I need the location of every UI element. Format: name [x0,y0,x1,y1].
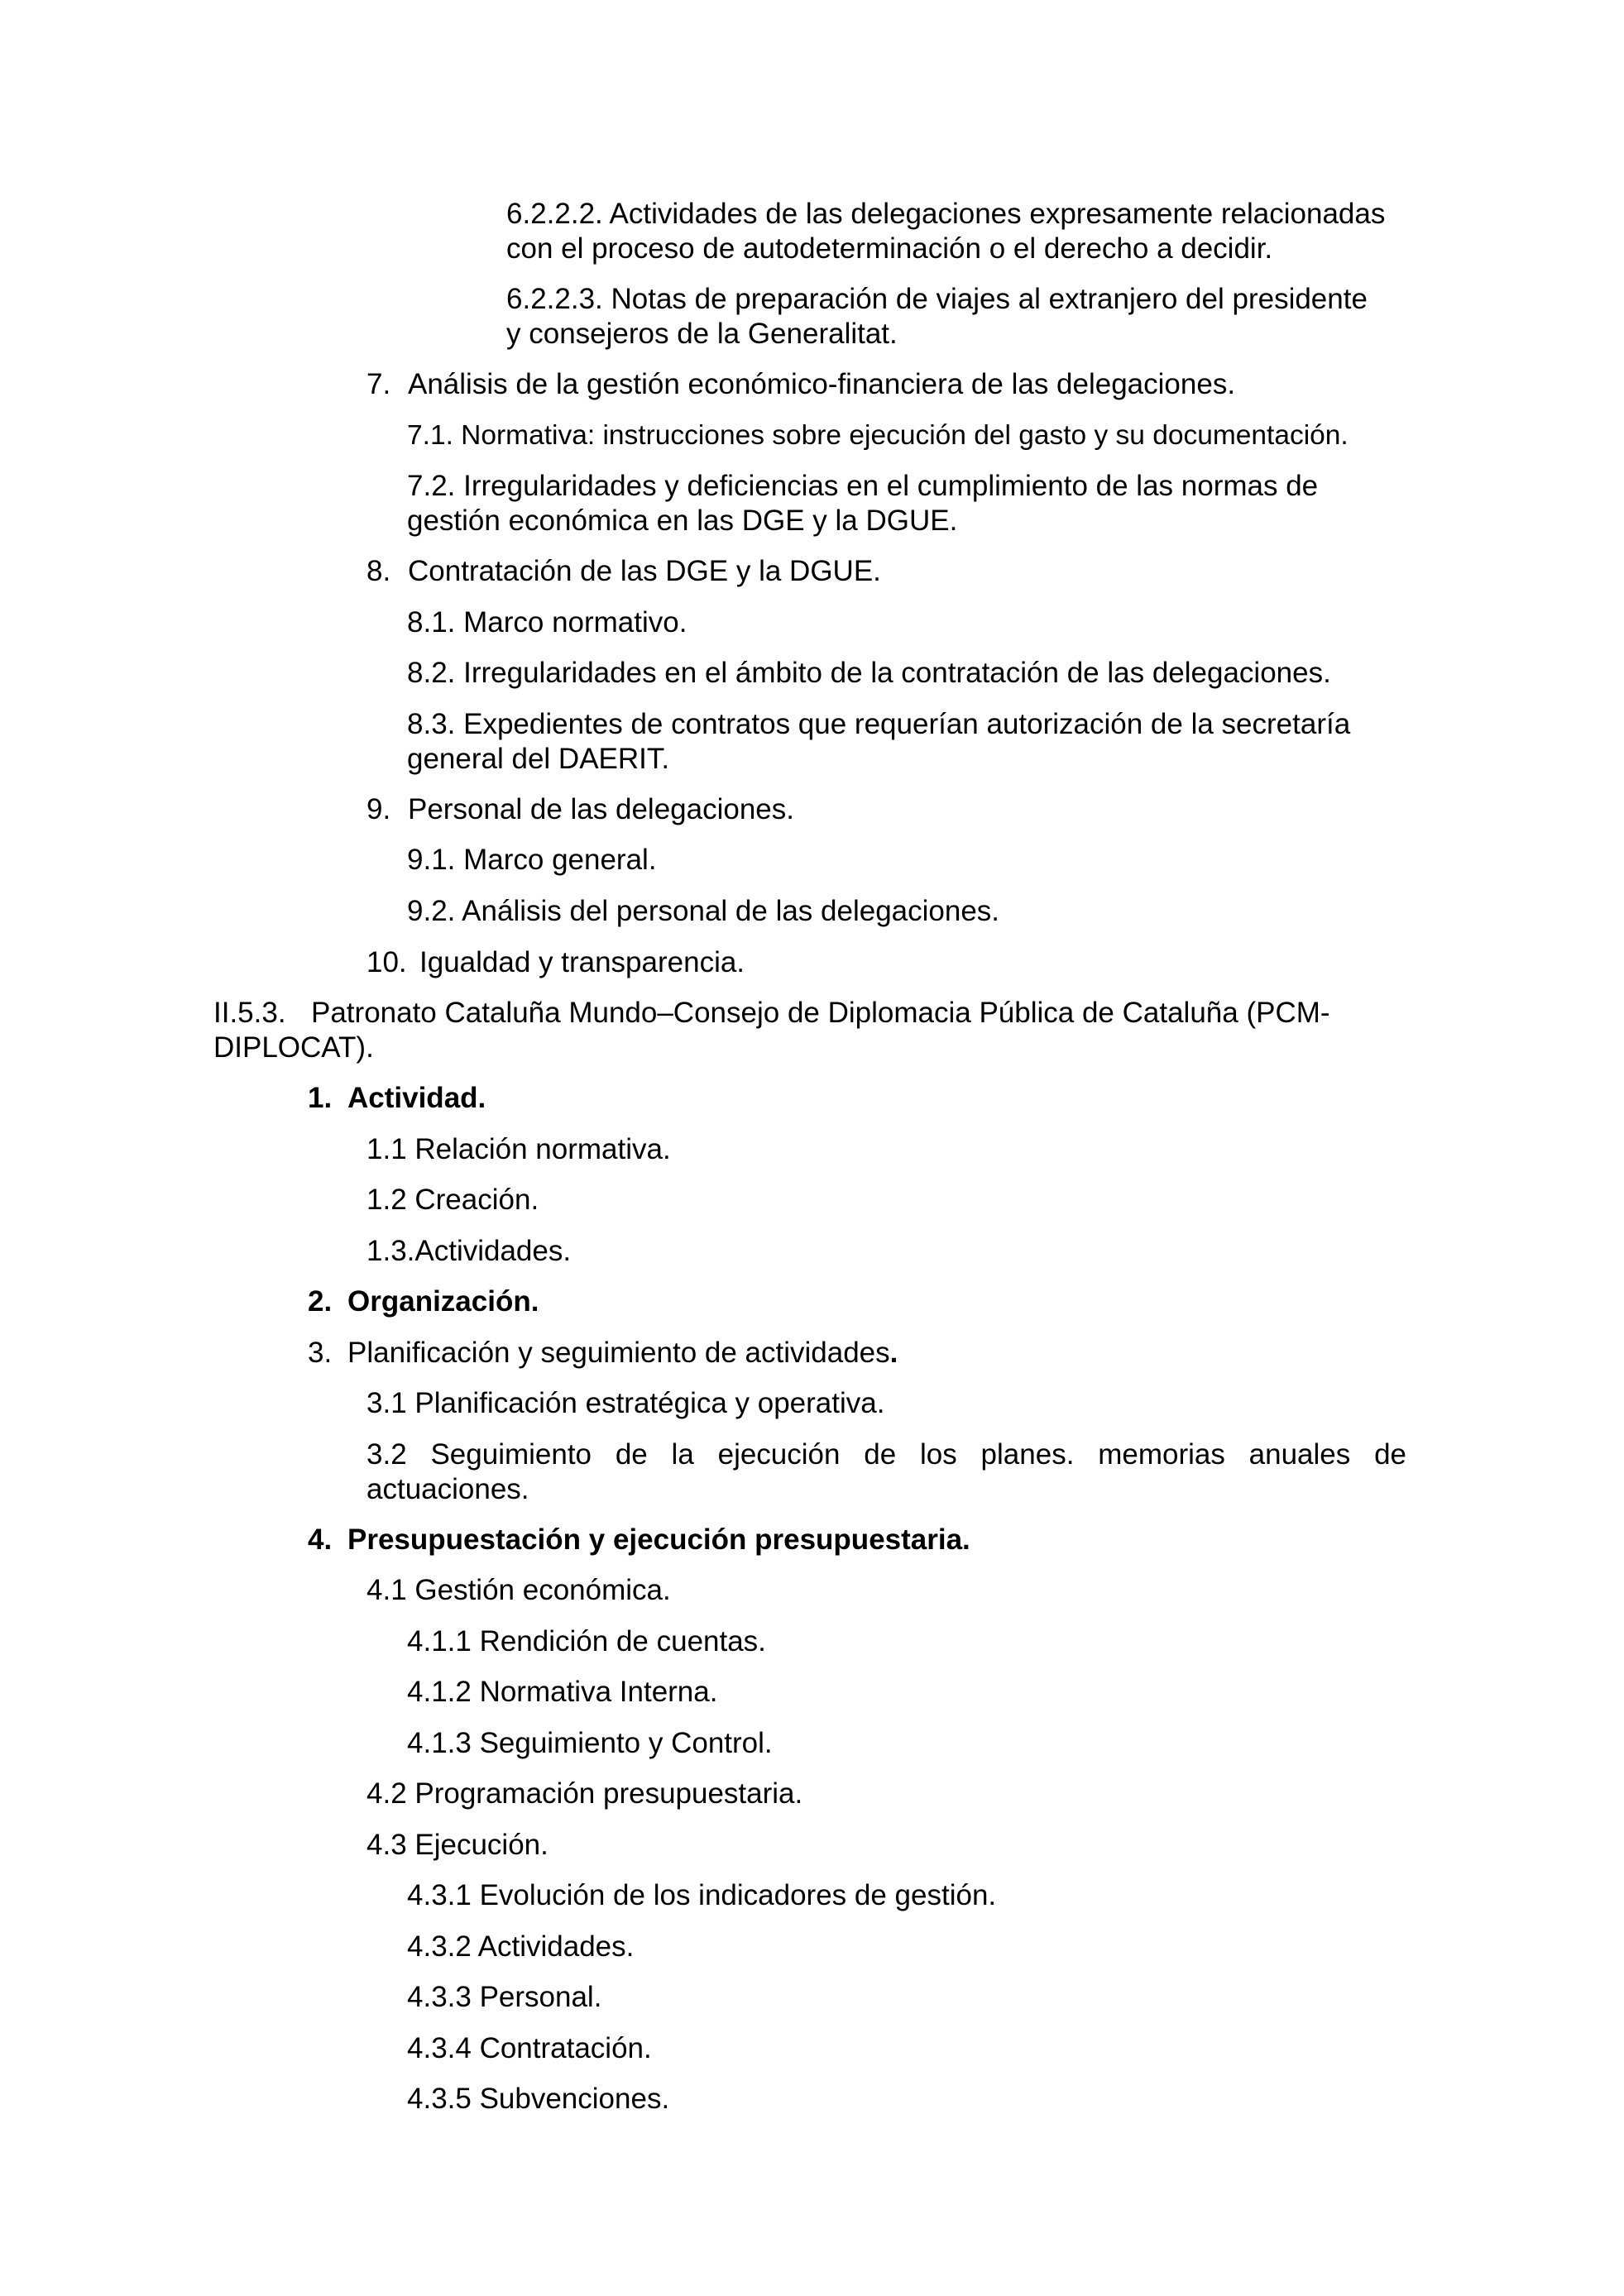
toc-entry-4-3-2: 4.3.2 Actividades. [407,1930,635,1963]
toc-entry-7-2: 7.2. Irregularidades y deficiencias en el cumplimiento de las normas de [407,470,1319,502]
toc-entry-3-1: 3.1 Planificación estratégica y operativa. [366,1387,885,1419]
toc-entry-9-2: 9.2. Análisis del personal de las delegaciones. [407,895,1000,927]
toc-entry-6-2-2-2-cont: con el proceso de autodeterminación o el derecho a decidir. [506,232,1273,265]
toc-entry-8-2: 8.2. Irregularidades en el ámbito de la contratación de las delegaciones. [407,657,1331,689]
toc-entry-3-2: 3.2 Seguimiento de la ejecución de los planes. memorias anuales de actuaciones. [366,1438,1406,1505]
toc-entry-6-2-2-3-cont: y consejeros de la Generalitat. [506,318,898,350]
toc-entry-8-1: 8.1. Marco normativo. [407,606,687,639]
toc-entry-6-2-2-2: 6.2.2.2. Actividades de las delegaciones expresamente relacionadas [506,198,1386,230]
toc-entry-4: 4. Presupuestación y ejecución presupuestaria. [308,1523,970,1556]
toc-entry-4-1: 4.1 Gestión económica. [366,1574,671,1606]
toc-entry-7-1: 7.1. Normativa: instrucciones sobre ejecución del gasto y su documentación. [407,420,1349,451]
toc-entry-1-1: 1.1 Relación normativa. [366,1133,671,1165]
toc-entry-2: 2. Organización. [308,1285,539,1318]
toc-entry-9: 9. Personal de las delegaciones. [366,793,794,825]
toc-entry-4-2: 4.2 Programación presupuestaria. [366,1777,803,1810]
toc-entry-8: 8. Contratación de las DGE y la DGUE. [366,555,881,587]
toc-entry-3: 3. Planificación y seguimiento de actividades. [308,1337,898,1369]
toc-entry-4-1-3: 4.1.3 Seguimiento y Control. [407,1727,773,1759]
toc-entry-6-2-2-3: 6.2.2.3. Notas de preparación de viajes al extranjero del presidente [506,283,1368,315]
toc-section-II-5-3-cont: DIPLOCAT). [213,1031,374,1064]
toc-entry-4-3-3: 4.3.3 Personal. [407,1981,602,2013]
toc-entry-4-3-4: 4.3.4 Contratación. [407,2032,652,2064]
toc-entry-7-2-cont: gestión económica en las DGE y la DGUE. [407,505,958,537]
toc-entry-7: 7. Análisis de la gestión económico-financiera de las delegaciones. [366,368,1236,400]
toc-entry-4-3-1: 4.3.1 Evolución de los indicadores de gestión. [407,1879,997,1911]
toc-entry-4-3: 4.3 Ejecución. [366,1829,549,1861]
toc-entry-1: 1. Actividad. [308,1082,486,1114]
toc-entry-4-1-2: 4.1.2 Normativa Interna. [407,1676,718,1708]
toc-entry-1-2: 1.2 Creación. [366,1184,539,1216]
toc-entry-9-1: 9.1. Marco general. [407,844,657,876]
toc-entry-8-3: 8.3. Expedientes de contratos que requerían autorización de la secretaría [407,708,1351,740]
toc-entry-8-3-cont: general del DAERIT. [407,743,670,775]
toc-entry-1-3: 1.3.Actividades. [366,1235,572,1267]
toc-entry-4-1-1: 4.1.1 Rendición de cuentas. [407,1625,766,1657]
toc-entry-10: 10. Igualdad y transparencia. [366,946,745,978]
toc-entry-4-3-5: 4.3.5 Subvenciones. [407,2083,670,2115]
toc-section-II-5-3: II.5.3. Patronato Cataluña Mundo–Consejo de Diplomacia Pública de Cataluña (PCM- [213,997,1330,1029]
